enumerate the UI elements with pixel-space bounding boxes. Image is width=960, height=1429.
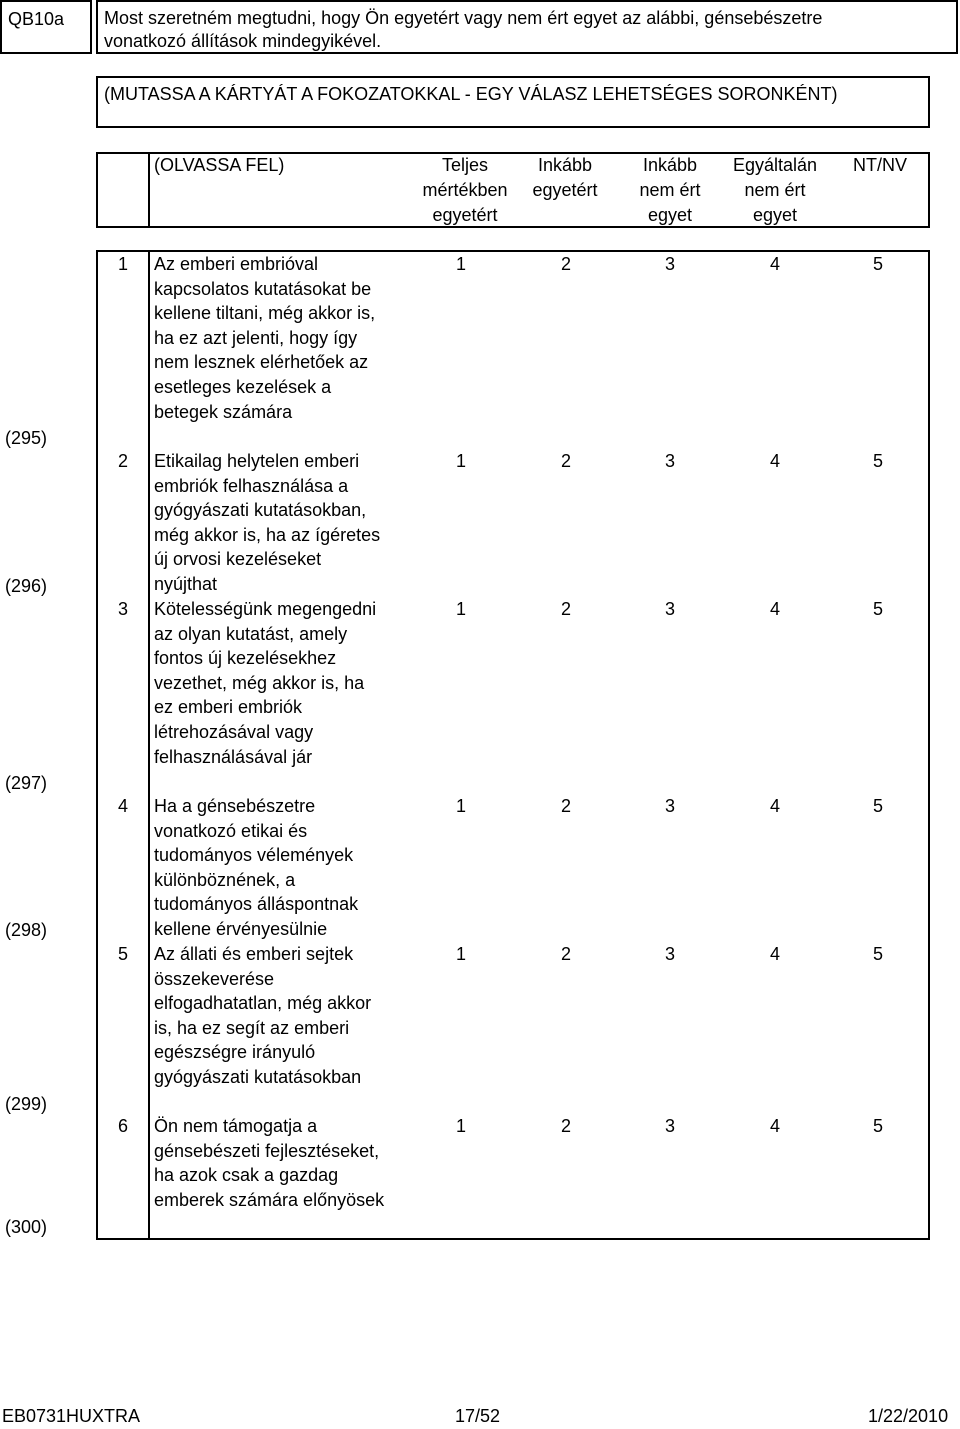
question-intro-box: [96, 0, 958, 54]
scale-option-2[interactable]: 2: [560, 254, 571, 274]
row-code-298: (298): [5, 920, 48, 940]
scale-option-2[interactable]: 2: [560, 1116, 571, 1136]
question-code-box: [0, 0, 92, 54]
scale-option-4[interactable]: 4: [769, 1116, 780, 1136]
item-4-scale: [430, 794, 900, 818]
scale-option-4[interactable]: 4: [769, 254, 780, 274]
column-header-opt5: NT/NV: [853, 155, 907, 175]
row-code-300: (300): [5, 1217, 48, 1237]
scale-option-5[interactable]: 5: [872, 944, 883, 964]
item-5-scale: [430, 942, 900, 966]
read-out-label: (OLVASSA FEL): [154, 155, 285, 175]
item-number: 1: [118, 254, 129, 274]
scale-option-1[interactable]: 1: [455, 1116, 466, 1136]
instruction-box: [96, 76, 930, 128]
scale-option-5[interactable]: 5: [872, 796, 883, 816]
item-3-text: Kötelességünk megengedni az olyan kutatást, amely fontos új kezelésekhez vezethet, még akkor is, ha ez emberi embriók létrehozásával vagy felhasználásával jár: [154, 599, 377, 767]
scale-option-4[interactable]: 4: [769, 599, 780, 619]
row-code-295: (295): [5, 428, 48, 448]
item-number: 4: [118, 796, 129, 816]
scale-option-1[interactable]: 1: [455, 254, 466, 274]
scale-option-4[interactable]: 4: [769, 944, 780, 964]
item-2-scale: [430, 449, 900, 473]
scale-option-3[interactable]: 3: [664, 254, 675, 274]
footer-doc-id: EB0731HUXTRA: [2, 1406, 141, 1426]
footer-date: 1/22/2010: [868, 1406, 949, 1426]
question-intro-line1: Most szeretném megtudni, hogy Ön egyetért vagy nem ért egyet az alábbi, génsebészetre: [104, 8, 823, 28]
items-divider: [148, 250, 150, 1240]
footer-page-number: 17/52: [455, 1406, 501, 1426]
column-header-opt3: Inkább nem ért egyet: [639, 155, 701, 225]
item-6-text: Ön nem támogatja a génsebészeti fejlesztéseket, ha azok csak a gazdag emberek számára előnyösek: [154, 1116, 385, 1210]
scale-option-4[interactable]: 4: [769, 451, 780, 471]
item-number: 6: [118, 1116, 129, 1136]
item-6-scale: [430, 1114, 900, 1138]
column-header-opt1: Teljes mértékben egyetért: [422, 155, 508, 225]
scale-option-3[interactable]: 3: [664, 451, 675, 471]
scale-option-1[interactable]: 1: [455, 599, 466, 619]
item-number: 2: [118, 451, 129, 471]
question-intro-line2: vonatkozó állítások mindegyikével.: [104, 31, 382, 51]
item-number: 5: [118, 944, 129, 964]
scale-option-5[interactable]: 5: [872, 254, 883, 274]
scale-option-1[interactable]: 1: [455, 796, 466, 816]
scale-option-3[interactable]: 3: [664, 944, 675, 964]
item-4-text: Ha a génsebészetre vonatkozó etikai és tudományos vélemények különböznének, a tudományos álláspontnak kellene érvényesülnie: [154, 796, 359, 939]
scale-option-3[interactable]: 3: [664, 1116, 675, 1136]
question-code: QB10a: [8, 9, 65, 29]
column-header-divider: [148, 152, 150, 228]
scale-option-5[interactable]: 5: [872, 599, 883, 619]
item-3-scale: [430, 597, 900, 621]
row-code-297: (297): [5, 773, 48, 793]
scale-option-1[interactable]: 1: [455, 944, 466, 964]
scale-option-5[interactable]: 5: [872, 451, 883, 471]
scale-option-2[interactable]: 2: [560, 796, 571, 816]
row-code-299: (299): [5, 1094, 48, 1114]
item-1-scale: [430, 252, 900, 276]
column-header-opt4: Egyáltalán nem ért egyet: [732, 155, 818, 225]
item-1-text: Az emberi embrióval kapcsolatos kutatásokat be kellene tiltani, még akkor is, ha ez azt jelenti, hogy így nem lesznek elérhetőek az esetleges kezelések a betegek számára: [154, 254, 376, 422]
item-number: 3: [118, 599, 129, 619]
scale-option-3[interactable]: 3: [664, 599, 675, 619]
scale-option-4[interactable]: 4: [769, 796, 780, 816]
scale-option-3[interactable]: 3: [664, 796, 675, 816]
instruction-text: (MUTASSA A KÁRTYÁT A FOKOZATOKKAL - EGY VÁLASZ LEHETSÉGES SORONKÉNT): [104, 84, 838, 104]
column-header-opt2: Inkább egyetért: [532, 155, 598, 200]
row-code-296: (296): [5, 576, 48, 596]
scale-option-2[interactable]: 2: [560, 944, 571, 964]
scale-option-5[interactable]: 5: [872, 1116, 883, 1136]
scale-option-1[interactable]: 1: [455, 451, 466, 471]
scale-option-2[interactable]: 2: [560, 599, 571, 619]
item-5-text: Az állati és emberi sejtek összekeverése elfogadhatatlan, még akkor is, ha ez segít az emberi egészségre irányuló gyógyászati kutatásokban: [154, 944, 372, 1087]
item-2-text: Etikailag helytelen emberi embriók felhasználása a gyógyászati kutatásokban, még akkor is, ha az ígéretes új orvosi kezeléseket nyújthat: [154, 451, 381, 594]
scale-option-2[interactable]: 2: [560, 451, 571, 471]
